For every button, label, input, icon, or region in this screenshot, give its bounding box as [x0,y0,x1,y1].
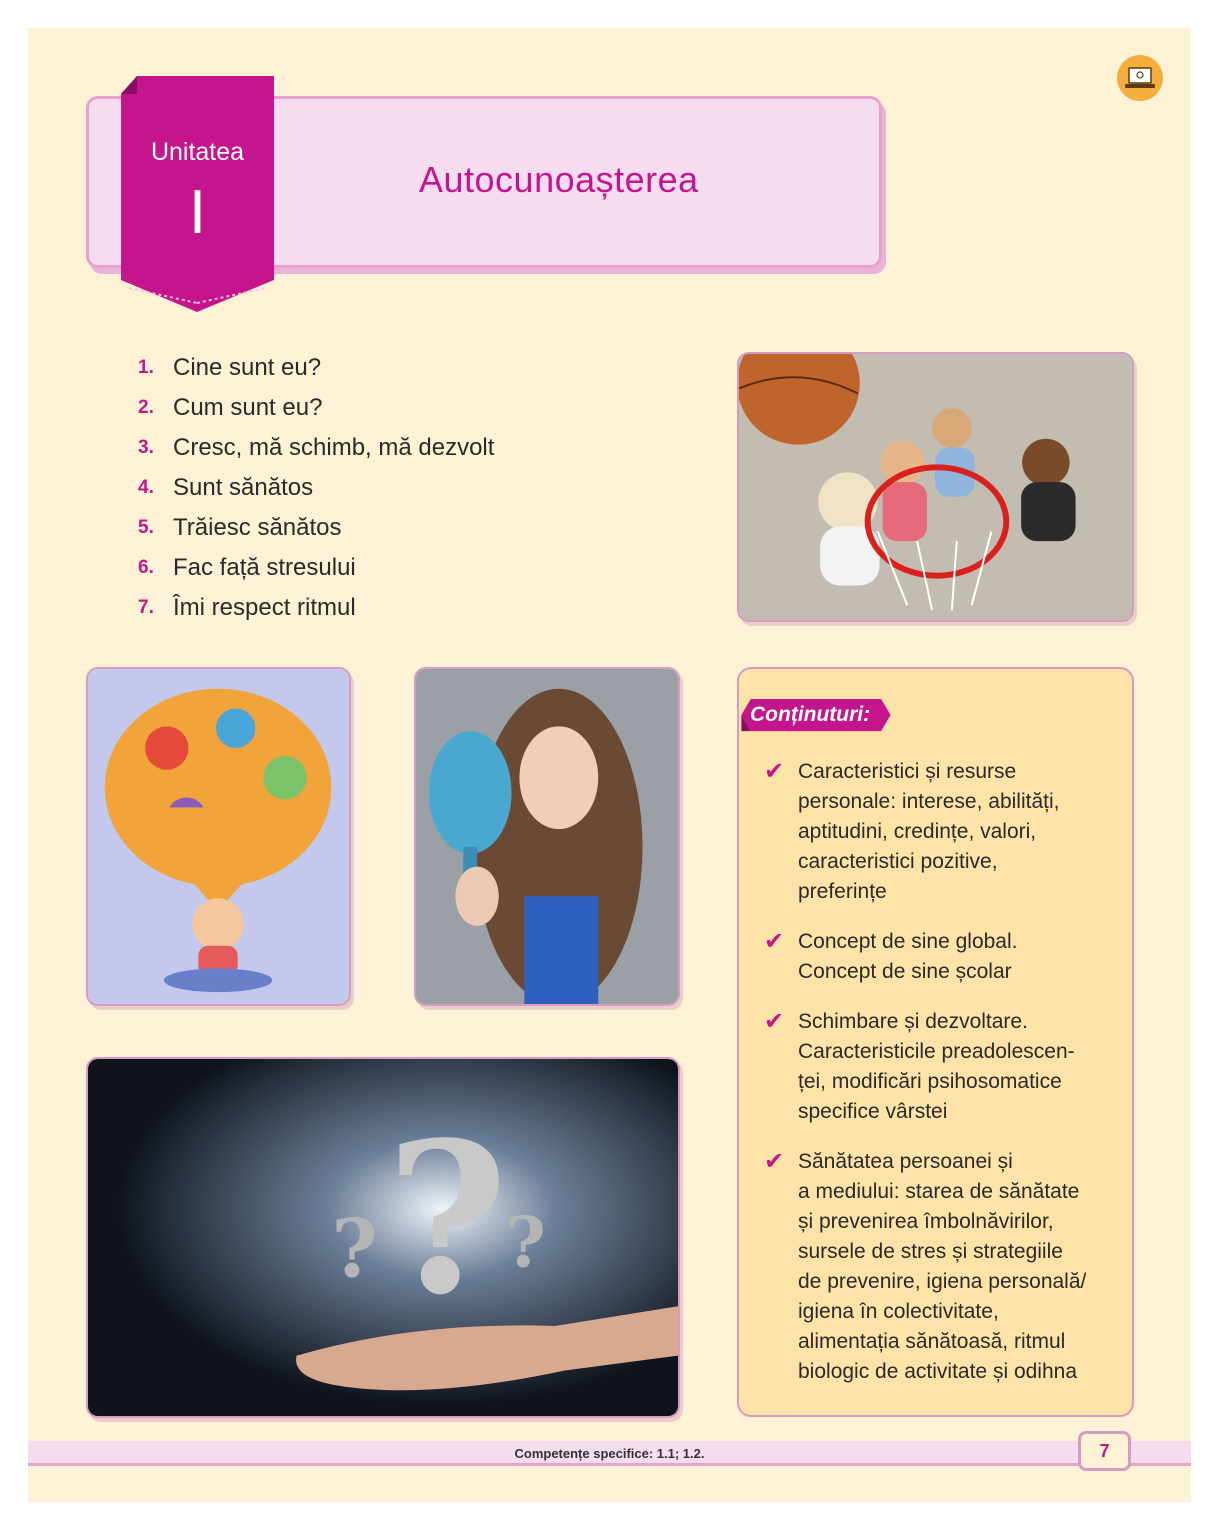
list-item: ✔ Schimbare și dezvoltare. Caracteristicile preadolescen- ței, modificări psihosomatice specifice vârstei [764,1007,1124,1127]
list-item: 2. Cum sunt eu? [138,394,323,421]
list-item: ✔ Concept de sine global. Concept de sine școlar [764,927,1124,987]
competences-text: Competențe specifice: 1.1; 1.2. [514,1446,705,1461]
photo-basketball [737,352,1134,622]
unit-label: Unitatea [150,138,245,166]
list-item: 7. Îmi respect ritmul [138,594,356,621]
svg-text:?: ? [505,1202,546,1284]
page-number: 7 [1078,1431,1131,1471]
svg-text:?: ? [331,1202,378,1296]
check-icon: ✔ [764,1008,785,1035]
lesson-list [138,348,494,628]
check-icon: ✔ [764,1148,785,1175]
list-item: 3. Cresc, mă schimb, mă dezvolt [138,434,495,461]
list-item: ✔ Sănătatea persoanei și a mediului: starea de sănătate și prevenirea îmbolnăvirilor, sursele de stres și strategiile de prevenire, igiena personală/ igiena în colectivitate, alimentația sănătoasă, ritmul biologic de activitate și odihna [764,1147,1124,1387]
list-item: ✔ Caracteristici și resurse personale: interese, abilități, aptitudini, credințe, valori, caracteristici pozitive, preferințe [764,757,1124,907]
photo-doodle-head [86,667,351,1006]
list-item: 6. Fac față stresului [138,554,356,581]
svg-text:?: ? [385,1097,509,1342]
contents-label: Conținuturi: [750,703,871,726]
check-icon: ✔ [764,928,785,955]
laptop-icon[interactable] [1117,55,1163,101]
photo-question-marks [86,1057,680,1418]
list-item: 1. Cine sunt eu? [138,354,322,381]
check-icon: ✔ [764,758,785,785]
contents-list [764,757,1124,1407]
photo-girl-mirror [414,667,680,1006]
unit-number: I [188,178,207,247]
unit-title: Autocunoașterea [419,159,699,200]
list-item: 4. Sunt sănătos [138,474,314,501]
list-item: 5. Trăiesc sănătos [138,514,342,541]
